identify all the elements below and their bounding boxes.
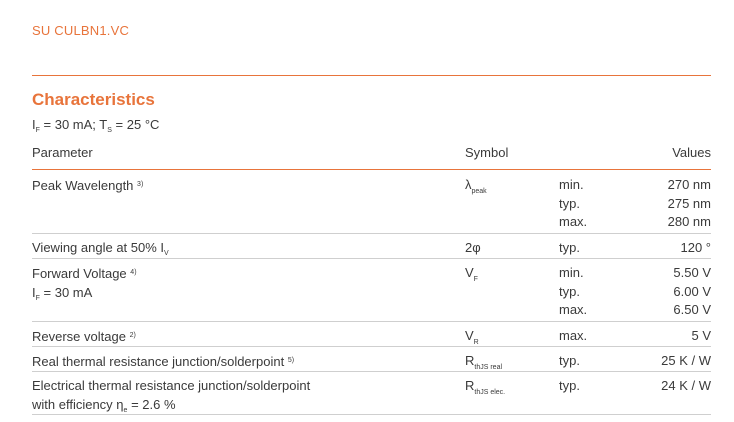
footnote-ref: 5)	[287, 357, 295, 364]
qualifier: typ.	[559, 195, 580, 211]
column-header-symbol: Symbol	[465, 145, 509, 160]
param-line2-rest: = 2.6 %	[131, 396, 176, 412]
row-values	[673, 264, 711, 320]
qualifier: typ.	[559, 240, 580, 255]
row-qualifiers	[559, 327, 587, 346]
value: 275 nm	[667, 195, 711, 211]
param-line-1	[32, 264, 137, 284]
row-values	[668, 176, 711, 232]
value: 24 K / W	[661, 378, 711, 393]
symbol-main: R	[465, 378, 475, 393]
param-line2-main: I	[32, 284, 36, 300]
qualifier: typ.	[559, 283, 580, 299]
value: 120 °	[680, 240, 711, 255]
column-header-values: Values	[672, 145, 711, 160]
value: 5 V	[691, 328, 711, 343]
row-symbol	[465, 377, 505, 403]
table-row	[32, 171, 711, 234]
param-line-1: Electrical thermal resistance junction/solderpoint	[32, 378, 311, 393]
symbol-sub: peak	[471, 188, 487, 195]
value: 6.00 V	[673, 283, 711, 299]
row-values	[691, 327, 711, 346]
row-qualifiers	[559, 352, 580, 371]
row-values	[680, 239, 711, 258]
row-qualifiers	[559, 377, 580, 396]
value: 6.50 V	[673, 302, 711, 317]
row-values	[661, 352, 711, 371]
qualifier: typ.	[559, 378, 580, 393]
param-line2-rest: = 30 mA	[43, 284, 93, 300]
footnote-ref: 3)	[137, 181, 144, 188]
qualifier: typ.	[559, 353, 580, 368]
row-qualifiers	[559, 264, 587, 320]
value: 270 nm	[667, 177, 711, 192]
qualifier: max.	[559, 214, 588, 229]
ts-value: = 25 °C	[115, 117, 160, 132]
symbol-main: 2φ	[465, 240, 481, 255]
row-symbol	[465, 239, 481, 258]
if-symbol: I	[32, 117, 36, 132]
product-name: SU CULBN1.VC	[32, 23, 130, 38]
section-title: Characteristics	[32, 90, 155, 109]
symbol-main: R	[465, 353, 475, 368]
symbol-main: λ	[465, 177, 472, 192]
qualifier: min.	[559, 265, 584, 280]
if-value: = 30 mA; T	[43, 117, 108, 132]
footnote-ref: 2)	[129, 332, 136, 339]
qualifier: min.	[559, 177, 584, 192]
param-text: Forward Voltage	[32, 266, 127, 281]
row-symbol	[465, 264, 478, 290]
table-row	[32, 259, 711, 322]
ts-sub: S	[107, 127, 112, 134]
qualifier: max.	[559, 302, 588, 317]
symbol-main: V	[465, 265, 474, 280]
param-line2-main: with efficiency η	[32, 396, 124, 412]
symbol-sub: thJS elec.	[474, 389, 506, 396]
symbol-sub: thJS real	[474, 364, 503, 371]
param-text: Real thermal resistance junction/solderpoint	[32, 354, 285, 369]
symbol-sub: R	[473, 339, 479, 346]
row-parameter	[32, 327, 136, 347]
row-parameter	[32, 264, 137, 308]
param-sub: V	[164, 250, 169, 257]
column-header-parameter: Parameter	[32, 145, 93, 160]
param-line-2	[32, 396, 310, 421]
row-parameter	[32, 176, 143, 196]
if-sub: F	[35, 127, 40, 134]
row-parameter	[32, 377, 310, 420]
row-qualifiers	[559, 239, 580, 258]
value: 280 nm	[667, 214, 711, 229]
table-header-divider	[32, 169, 711, 170]
symbol-main: V	[465, 328, 474, 343]
table-row	[32, 322, 711, 347]
value: 25 K / W	[661, 353, 711, 368]
symbol-sub: F	[473, 276, 478, 283]
row-symbol	[465, 176, 487, 202]
table-row	[32, 347, 711, 372]
value: 5.50 V	[673, 265, 711, 280]
row-values	[661, 377, 711, 396]
param-line-2	[32, 284, 137, 309]
footnote-ref: 4)	[130, 269, 137, 276]
row-parameter	[32, 352, 294, 372]
param-text: Peak Wavelength	[32, 178, 134, 193]
test-conditions	[32, 117, 159, 134]
table-row	[32, 372, 711, 415]
table-row	[32, 234, 711, 259]
row-qualifiers	[559, 176, 587, 232]
param-line2-sub: e	[123, 406, 128, 414]
param-line2-sub: F	[35, 294, 40, 302]
qualifier: max.	[559, 328, 588, 343]
param-text: Reverse voltage	[32, 329, 126, 344]
param-text: Viewing angle at 50% I	[32, 240, 165, 255]
header-divider	[32, 75, 711, 76]
